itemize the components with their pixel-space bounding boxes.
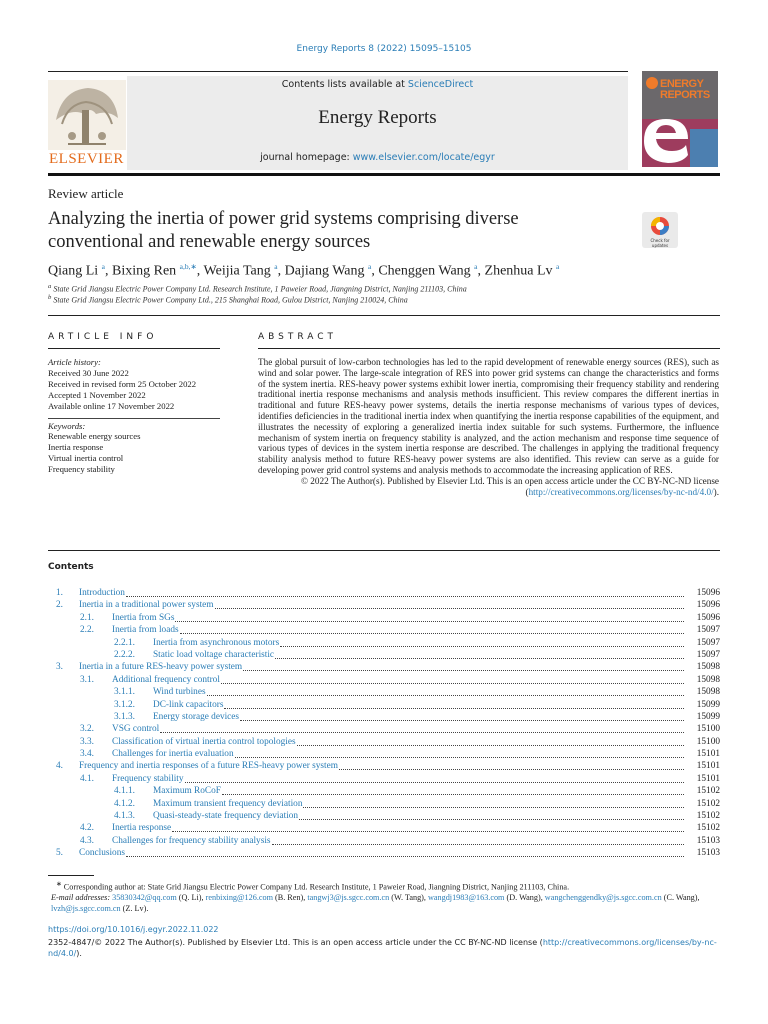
toc-page-number: 15103 (696, 848, 720, 859)
affiliation-mark: a (48, 283, 52, 290)
author-affiliation-mark[interactable]: a (368, 262, 372, 271)
journal-citation[interactable]: Energy Reports 8 (2022) 15095–15105 (296, 44, 472, 54)
toc-number: 3.1.3. (114, 711, 135, 722)
toc-page-number: 15098 (696, 674, 720, 685)
email-owner: (C. Wang), (661, 893, 700, 903)
toc-title-link[interactable]: Maximum RoCoF (153, 786, 221, 797)
toc-leader-dots (180, 624, 684, 634)
toc-page-number: 15096 (696, 588, 720, 598)
toc-entry[interactable] (48, 699, 720, 711)
toc-page-number: 15097 (696, 637, 720, 648)
toc-title-link[interactable]: Inertia from SGs (112, 612, 175, 623)
toc-leader-dots (280, 637, 684, 647)
copyright-text: © 2022 The Author(s). Published by Elsevier Ltd. This is an open access article under the CC BY-NC-ND license ( (301, 475, 719, 497)
history-label: Article history: (48, 357, 101, 367)
author-separator: , (105, 263, 112, 279)
toc-title-link[interactable]: Quasi-steady-state frequency deviation (153, 811, 299, 822)
toc-entry-body (112, 773, 684, 785)
crossmark-label: Check for updates (650, 238, 670, 248)
article-info (48, 357, 220, 475)
toc-page-number: 15096 (696, 600, 720, 611)
toc-entry[interactable] (48, 736, 720, 748)
affiliation-text: State Grid Jiangsu Electric Power Company Ltd. Research Institute, 1 Paweier Road, Jiangning District, Nanjing 211103, China (53, 284, 467, 294)
toc-number: 3.4. (80, 749, 94, 760)
footer-license-link[interactable]: http://creativecommons.org/licenses/by-nc-nd/4.0/ (48, 938, 717, 958)
email-link[interactable]: wangchenggendky@js.sgcc.com.cn (544, 893, 662, 903)
toc-entry[interactable] (48, 661, 720, 673)
toc-leader-dots (185, 773, 684, 783)
history-item: Accepted 1 November 2022 (48, 389, 146, 400)
toc-entry[interactable] (48, 612, 720, 624)
corresponding-mark: ∗ (56, 881, 62, 888)
toc-entry-body (112, 723, 684, 735)
history-item: Received in revised form 25 October 2022 (48, 378, 197, 389)
abstract-bottom-rule (48, 550, 720, 551)
toc-number: 3.1.1. (114, 687, 135, 698)
toc-entry[interactable] (48, 723, 720, 735)
toc-entry[interactable] (48, 649, 720, 661)
toc-page-number: 15102 (696, 798, 720, 809)
email-link[interactable]: lvzh@js.sgcc.com.cn (51, 903, 121, 913)
contents-availability (127, 79, 628, 90)
toc-entry-body (112, 612, 684, 624)
corresponding-author-note (48, 880, 720, 893)
author-separator: , (196, 263, 204, 279)
toc-leader-dots (339, 760, 684, 770)
toc-leader-dots (221, 674, 684, 684)
toc-title-link[interactable]: Additional frequency control (112, 674, 220, 685)
toc-page-number: 15097 (696, 649, 720, 660)
elsevier-wordmark: ELSEVIER (49, 151, 124, 167)
toc-number: 3.3. (80, 736, 94, 747)
author-name[interactable]: Qiang Li (48, 263, 99, 279)
homepage-prefix: journal homepage: (260, 152, 353, 163)
contents-heading: Contents (48, 562, 94, 572)
toc-number: 4. (56, 761, 63, 772)
author-affiliation-mark[interactable]: a (274, 262, 278, 271)
toc-leader-dots (215, 599, 684, 609)
toc-title-link[interactable]: Inertia from asynchronous motors (153, 637, 280, 648)
author-name[interactable]: Chenggen Wang (378, 263, 471, 279)
toc-entry-body (112, 835, 684, 847)
author-name[interactable]: Bixing Ren (112, 263, 177, 279)
email-link[interactable]: renbixing@126.com (205, 893, 273, 903)
toc-entry-body (153, 649, 684, 661)
toc-entry[interactable] (48, 847, 720, 859)
license-text: 2352-4847/© 2022 The Author(s). Published by Elsevier Ltd. This is an open access article under the CC BY-NC-ND license ( (48, 938, 543, 947)
toc-page-number: 15101 (696, 773, 720, 784)
toc-number: 4.1. (80, 773, 94, 784)
toc-number: 1. (56, 588, 63, 598)
abstract-body (258, 357, 719, 497)
toc-entry[interactable] (48, 674, 720, 686)
email-link[interactable]: tangwj3@js.sgcc.com.cn (307, 893, 390, 903)
history-item: Received 30 June 2022 (48, 367, 129, 378)
author-affiliation-mark[interactable]: a,b,∗ (179, 262, 197, 271)
author-name[interactable]: Weijia Tang (203, 263, 271, 279)
toc-number: 3.2. (80, 724, 94, 735)
toc-entry-body (79, 661, 684, 673)
cover-title-line2: REPORTS (660, 89, 710, 101)
toc-number: 5. (56, 848, 63, 859)
toc-leader-dots (160, 723, 684, 733)
toc-number: 3. (56, 662, 63, 673)
author-separator: , (477, 263, 485, 279)
email-owner: (W. Tang), (389, 893, 428, 903)
toc-leader-dots (207, 686, 684, 696)
article-info-rule (48, 348, 220, 349)
toc-title-link[interactable]: Maximum transient frequency deviation (153, 798, 303, 809)
journal-title: Energy Reports (318, 107, 437, 128)
toc-number: 2.2.1. (114, 637, 135, 648)
keyword-item: Inertia response (48, 442, 104, 453)
toc-title-link[interactable]: Energy storage devices (153, 711, 240, 722)
toc-entry-body (153, 798, 684, 810)
toc-leader-dots (272, 835, 684, 845)
toc-number: 2.2. (80, 625, 94, 636)
toc-leader-dots (224, 699, 684, 709)
toc-leader-dots (172, 822, 684, 832)
toc-title-link[interactable]: Wind turbines (153, 687, 206, 698)
cover-title-line1: ENERGY (660, 78, 704, 90)
toc-title-link[interactable]: Static load voltage characteristic (153, 649, 275, 660)
toc-title-link[interactable]: Frequency stability (112, 773, 184, 784)
toc-leader-dots (126, 587, 684, 597)
crossmark-badge[interactable] (642, 212, 678, 248)
toc-page-number: 15101 (696, 761, 720, 772)
toc-title-link[interactable]: Inertia response (112, 823, 172, 834)
email-label: E-mail addresses: (51, 893, 111, 903)
toc-page-number: 15103 (696, 835, 720, 846)
keywords-label: Keywords: (48, 420, 86, 431)
keyword-item: Renewable energy sources (48, 431, 141, 442)
author-name[interactable]: Dajiang Wang (284, 263, 365, 279)
toc-title-link[interactable]: Inertia in a future RES-heavy power system (79, 662, 243, 673)
affiliation-text: State Grid Jiangsu Electric Power Company Ltd., 215 Shanghai Road, Gulou District, Nanjing 210024, China (53, 295, 408, 305)
email-owner: (Q. Li), (176, 893, 206, 903)
toc-title-link[interactable]: Frequency and inertia responses of a future RES-heavy power system (79, 761, 338, 772)
corresponding-text: Corresponding author at: State Grid Jiangsu Electric Power Company Ltd. Research Institute, 1 Paweier Road, Jiangning District, Nanjing 211103, China. (63, 882, 570, 892)
email-link[interactable]: 35830342@qq.com (112, 893, 177, 903)
toc-entry-body (153, 686, 684, 698)
toc-page-number: 15100 (696, 724, 720, 735)
toc-entry[interactable] (48, 711, 720, 723)
toc-leader-dots (299, 810, 684, 820)
toc-leader-dots (222, 785, 684, 795)
keyword-item: Frequency stability (48, 464, 115, 475)
toc-number: 3.1.2. (114, 699, 135, 710)
license-link[interactable]: http://creativecommons.org/licenses/by-nc-nd/4.0/ (528, 486, 714, 497)
toc-page-number: 15099 (696, 711, 720, 722)
toc-entry-body (153, 810, 684, 822)
author-affiliation-mark[interactable]: a (474, 262, 478, 271)
toc-number: 2.2.2. (114, 649, 135, 660)
cover-title (660, 79, 710, 101)
toc-title-link[interactable]: Classification of virtual inertia control topologies (112, 736, 296, 747)
table-of-contents (48, 587, 720, 860)
toc-number: 4.1.3. (114, 811, 135, 822)
toc-page-number: 15096 (696, 612, 720, 623)
toc-number: 4.3. (80, 835, 94, 846)
footnote-rule (48, 875, 94, 876)
toc-leader-dots (303, 798, 684, 808)
homepage-link[interactable]: www.elsevier.com/locate/egyr (352, 152, 495, 163)
author-name[interactable]: Zhenhua Lv (484, 263, 553, 279)
copyright-end: ). (713, 486, 719, 497)
article-info-heading: ARTICLE INFO (48, 332, 158, 342)
toc-leader-dots (235, 748, 684, 758)
author-affiliation-mark[interactable]: a (101, 262, 105, 271)
toc-entry-body (79, 599, 684, 611)
toc-entry[interactable] (48, 587, 720, 599)
toc-title-link[interactable]: Challenges for frequency stability analysis (112, 835, 271, 846)
toc-title-link[interactable]: Inertia from loads (112, 625, 179, 636)
email-owner: (Z. Lv). (120, 903, 149, 913)
author-separator: , (371, 263, 379, 279)
toc-title-link[interactable]: Challenges for inertia evaluation (112, 749, 234, 760)
affiliation-b (48, 294, 408, 305)
email-owner: (D. Wang), (504, 893, 545, 903)
toc-page-number: 15101 (696, 749, 720, 760)
email-owner: (B. Ren), (272, 893, 308, 903)
toc-entry[interactable] (48, 686, 720, 698)
email-link[interactable]: wangdj1983@163.com (427, 893, 505, 903)
sciencedirect-link[interactable]: ScienceDirect (407, 79, 474, 90)
toc-entry[interactable] (48, 637, 720, 649)
info-divider (48, 418, 220, 419)
toc-page-number: 15097 (696, 625, 720, 636)
toc-entry[interactable] (48, 822, 720, 834)
toc-entry-body (112, 624, 684, 636)
toc-title-link[interactable]: VSG control (112, 724, 160, 735)
toc-number: 3.1. (80, 674, 94, 685)
abstract-text: The global pursuit of low-carbon technologies has led to the rapid development of renewable energy sources (RES), such as wind and solar power. The large-scale integration of RES into power grid systems can change the characteristics and forms of the system inertia. RES-heavy power systems exhibit lower inertia, compromising their frequency stability and rendering traditional inertia response mechanisms and analysis methods insufficient. This review compares the different inertias in traditional and future RES-heavy power systems, details the inertia response mechanisms of various types of devices, identifies deficiencies in the traditional inertia index when quantifying the inertia response capabilities of the equipment, and illustrates the necessity of exploring a generalized inertia index suitable for such systems. Furthermore, the influence mechanism of system inertia on frequency stability is analyzed, and the action mechanism and response time sequence of various types of devices in the system inertia response are described. The challenges in applying the traditional frequency stability analysis method to future RES-heavy power systems are also identified. This review can serve as a guide for developing power grid control systems and analysis methods to accommodate the increasing application of RES. (258, 357, 719, 475)
abstract-heading: ABSTRACT (258, 332, 338, 342)
header-thick-rule (48, 173, 720, 176)
email-addresses (48, 893, 720, 914)
toc-entry-body (112, 822, 684, 834)
author-list (48, 262, 728, 280)
toc-entry-body (153, 785, 684, 797)
toc-page-number: 15102 (696, 811, 720, 822)
toc-title-link[interactable]: Conclusions (79, 848, 125, 859)
license-statement (48, 937, 720, 959)
toc-entry[interactable] (48, 835, 720, 847)
author-affiliation-mark[interactable]: a (556, 262, 560, 271)
toc-leader-dots (297, 736, 684, 746)
toc-entry[interactable] (48, 798, 720, 810)
toc-page-number: 15099 (696, 699, 720, 710)
affiliation-mark: b (48, 294, 52, 301)
toc-page-number: 15102 (696, 823, 720, 834)
toc-entry[interactable] (48, 760, 720, 772)
toc-entry[interactable] (48, 624, 720, 636)
toc-entry-body (79, 760, 684, 772)
affiliation-a (48, 283, 467, 294)
toc-entry[interactable] (48, 810, 720, 822)
toc-leader-dots (175, 612, 684, 622)
toc-entry-body (153, 637, 684, 649)
toc-page-number: 15098 (696, 662, 720, 673)
toc-page-number: 15100 (696, 736, 720, 747)
header-top-rule (48, 71, 628, 72)
toc-leader-dots (240, 711, 684, 721)
toc-leader-dots (126, 847, 684, 857)
toc-entry[interactable] (48, 785, 720, 797)
toc-leader-dots (275, 649, 684, 659)
toc-title-link[interactable]: Inertia in a traditional power system (79, 600, 214, 611)
toc-number: 4.2. (80, 823, 94, 834)
abstract-copyright (258, 476, 719, 498)
toc-entry-body (112, 748, 684, 760)
toc-page-number: 15098 (696, 687, 720, 698)
toc-entry-body (112, 674, 684, 686)
article-title: Analyzing the inertia of power grid systems comprising diverse conventional and renewable energy sources (48, 209, 519, 252)
toc-title-link[interactable]: DC-link capacitors (153, 699, 224, 710)
toc-entry-body (79, 847, 684, 859)
toc-entry[interactable] (48, 748, 720, 760)
toc-number: 2.1. (80, 612, 94, 623)
toc-number: 2. (56, 600, 63, 611)
toc-entry-body (153, 699, 684, 711)
footnote (48, 880, 720, 915)
toc-entry-body (112, 736, 684, 748)
toc-title-link[interactable]: Introduction (79, 588, 125, 598)
toc-page-number: 15102 (696, 786, 720, 797)
toc-entry[interactable] (48, 599, 720, 611)
article-type: Review article (48, 186, 124, 201)
license-end: ). (76, 949, 82, 958)
toc-entry[interactable] (48, 773, 720, 785)
abstract-rule (258, 348, 720, 349)
contents-prefix: Contents lists available at (281, 79, 408, 90)
doi-link[interactable]: https://doi.org/10.1016/j.egyr.2022.11.022 (48, 925, 219, 934)
toc-entry-body (153, 711, 684, 723)
journal-cover-thumbnail[interactable] (642, 71, 718, 167)
toc-number: 4.1.1. (114, 786, 135, 797)
section-rule (48, 315, 720, 316)
author-separator: , (277, 263, 285, 279)
toc-leader-dots (243, 661, 684, 671)
keyword-item: Virtual inertia control (48, 453, 124, 464)
toc-number: 4.1.2. (114, 798, 135, 809)
history-item: Available online 17 November 2022 (48, 400, 175, 411)
toc-entry-body (79, 587, 684, 599)
journal-homepage (127, 152, 628, 163)
